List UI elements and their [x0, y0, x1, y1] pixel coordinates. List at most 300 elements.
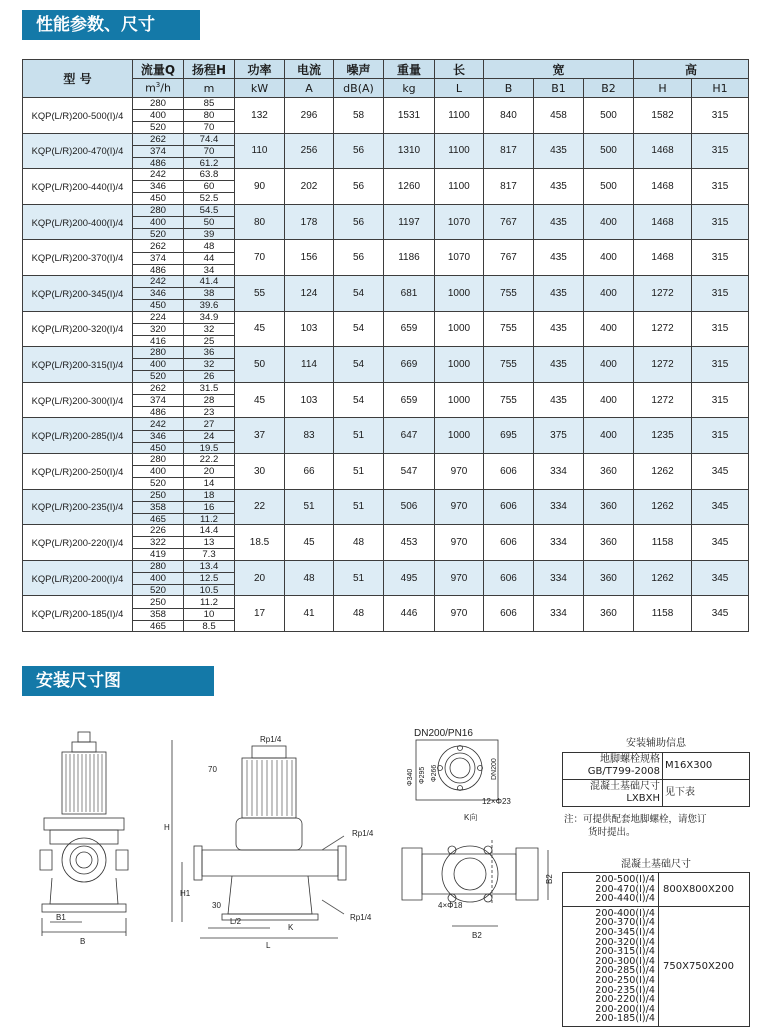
- head-value: 23: [203, 407, 215, 419]
- head-value: 38: [184, 288, 234, 300]
- header-model: 型 号: [23, 60, 133, 98]
- width-b2-cell: 400: [584, 311, 634, 347]
- length-cell: 1100: [435, 98, 484, 134]
- height-h-cell: 1235: [634, 418, 692, 454]
- dim-rp-mid: Rp1/4: [352, 829, 374, 838]
- head-value: 70: [203, 122, 215, 134]
- foundation-model: 200-285(I)/4: [595, 965, 655, 977]
- header-weight: 重量: [384, 60, 435, 79]
- noise-cell: 51: [334, 453, 384, 489]
- power-cell: 90: [235, 169, 285, 205]
- width-b1-cell: 435: [534, 382, 584, 418]
- width-b1-cell: 334: [534, 453, 584, 489]
- width-b1-cell: 375: [534, 418, 584, 454]
- model-cell: KQP(L/R)200-400(I)/4: [23, 204, 133, 240]
- dim-l-half: L/2: [230, 917, 242, 926]
- head-value: 60: [184, 181, 234, 193]
- model-cell: KQP(L/R)200-300(I)/4: [23, 382, 133, 418]
- dim-k: K: [288, 923, 294, 932]
- flow-value: 280: [133, 98, 183, 110]
- head-value: 13.4: [184, 561, 234, 573]
- width-b-cell: 755: [484, 275, 534, 311]
- head-value: 70: [184, 146, 234, 158]
- flow-cell: [133, 382, 184, 418]
- length-cell: 1100: [435, 169, 484, 205]
- height-h1-cell: 345: [692, 489, 749, 525]
- head-value: 7.3: [202, 549, 216, 561]
- header-head: 扬程H: [184, 60, 235, 79]
- flow-cell: [133, 596, 184, 632]
- power-cell: 45: [235, 311, 285, 347]
- dim-rp-top: Rp1/4: [260, 735, 282, 744]
- flow-value: 400: [133, 359, 183, 371]
- length-cell: 970: [435, 453, 484, 489]
- bolt-table: [562, 752, 750, 807]
- side-view-drawing: [172, 740, 346, 938]
- noise-cell: 54: [334, 275, 384, 311]
- height-h1-cell: 315: [692, 133, 749, 169]
- flow-value: 346: [133, 431, 183, 443]
- length-cell: 1000: [435, 311, 484, 347]
- height-h1-cell: 345: [692, 453, 749, 489]
- width-b1-cell: 435: [534, 133, 584, 169]
- height-h-cell: 1468: [634, 133, 692, 169]
- noise-cell: 51: [334, 418, 384, 454]
- dim-30: 30: [212, 901, 221, 910]
- width-b1-cell: 435: [534, 347, 584, 383]
- info-title: 安装辅助信息: [626, 738, 686, 749]
- model-cell: KQP(L/R)200-320(I)/4: [23, 311, 133, 347]
- height-h1-cell: 345: [692, 596, 749, 632]
- flow-value: 358: [133, 502, 183, 514]
- head-value: 11.2: [184, 597, 234, 609]
- width-b2-cell: 360: [584, 525, 634, 561]
- head-value: 16: [184, 502, 234, 514]
- head-cell: [184, 311, 235, 347]
- concrete-size-label: 混凝土基础尺寸 LXBXH: [563, 780, 663, 807]
- head-value: 63.8: [184, 169, 234, 181]
- installation-drawings: [22, 700, 562, 960]
- flow-value: 322: [133, 537, 183, 549]
- power-cell: 80: [235, 204, 285, 240]
- head-cell: [184, 347, 235, 383]
- flow-value: 242: [133, 419, 183, 431]
- unit-h1: H1: [692, 79, 749, 98]
- model-cell: KQP(L/R)200-220(I)/4: [23, 525, 133, 561]
- dim-l: L: [266, 941, 271, 950]
- flow-value: 465: [149, 513, 166, 525]
- width-b1-cell: 435: [534, 311, 584, 347]
- noise-cell: 56: [334, 133, 384, 169]
- front-view-drawing: [40, 732, 128, 936]
- width-b-cell: 767: [484, 240, 534, 276]
- foundation-model: 200-500(I)/4: [595, 874, 655, 885]
- header-power: 功率: [235, 60, 285, 79]
- foundation-model: 200-470(I)/4: [595, 883, 655, 895]
- flow-value: 374: [133, 253, 183, 265]
- height-h-cell: 1272: [634, 311, 692, 347]
- head-value: 52.5: [199, 193, 219, 205]
- flow-value: 280: [133, 561, 183, 573]
- power-cell: 17: [235, 596, 285, 632]
- foundation-group2-models: [563, 906, 659, 1026]
- width-b2-cell: 500: [584, 169, 634, 205]
- model-cell: KQP(L/R)200-285(I)/4: [23, 418, 133, 454]
- height-h1-cell: 345: [692, 525, 749, 561]
- current-cell: 51: [285, 489, 334, 525]
- width-b2-cell: 400: [584, 382, 634, 418]
- noise-cell: 54: [334, 382, 384, 418]
- weight-cell: 659: [384, 311, 435, 347]
- width-b-cell: 755: [484, 382, 534, 418]
- current-cell: 66: [285, 453, 334, 489]
- flow-value: 450: [149, 193, 166, 205]
- model-cell: KQP(L/R)200-370(I)/4: [23, 240, 133, 276]
- flow-value: 262: [133, 134, 183, 146]
- head-value: 41.4: [184, 276, 234, 288]
- length-cell: 1000: [435, 418, 484, 454]
- head-value: 36: [184, 347, 234, 359]
- flow-value: 400: [133, 466, 183, 478]
- weight-cell: 1310: [384, 133, 435, 169]
- table-row: [23, 560, 749, 596]
- foundation-title: 混凝土基础尺寸: [621, 859, 691, 870]
- bolt-spec-value: M16X300: [663, 753, 750, 780]
- width-b2-cell: 400: [584, 204, 634, 240]
- performance-table: [22, 59, 749, 632]
- weight-cell: 506: [384, 489, 435, 525]
- head-cell: [184, 560, 235, 596]
- foundation-model: 200-370(I)/4: [595, 917, 655, 929]
- head-value: 80: [184, 110, 234, 122]
- height-h1-cell: 315: [692, 382, 749, 418]
- length-cell: 1070: [435, 240, 484, 276]
- width-b2-cell: 400: [584, 275, 634, 311]
- head-cell: [184, 133, 235, 169]
- width-b1-cell: 435: [534, 275, 584, 311]
- model-cell: KQP(L/R)200-345(I)/4: [23, 275, 133, 311]
- flow-value: 520: [149, 585, 166, 597]
- length-cell: 1000: [435, 382, 484, 418]
- height-h-cell: 1158: [634, 596, 692, 632]
- weight-cell: 681: [384, 275, 435, 311]
- height-h1-cell: 315: [692, 240, 749, 276]
- unit-flow: $m^3/h$: [133, 79, 184, 98]
- unit-b1: B1: [534, 79, 584, 98]
- model-cell: KQP(L/R)200-185(I)/4: [23, 596, 133, 632]
- head-cell: [184, 382, 235, 418]
- height-h1-cell: 315: [692, 347, 749, 383]
- head-value: 22.2: [184, 454, 234, 466]
- current-cell: 156: [285, 240, 334, 276]
- head-value: 50: [184, 217, 234, 229]
- flow-value: 416: [149, 335, 166, 347]
- section-title-installation: 安装尺寸图: [22, 666, 214, 696]
- current-cell: 83: [285, 418, 334, 454]
- flow-cell: [133, 489, 184, 525]
- length-cell: 1000: [435, 347, 484, 383]
- flow-value: 520: [149, 478, 166, 490]
- head-value: 39.6: [199, 300, 219, 312]
- dim-b1: B1: [56, 913, 66, 922]
- power-cell: 30: [235, 453, 285, 489]
- foundation-group1-models: [563, 873, 659, 907]
- flow-value: 280: [133, 347, 183, 359]
- width-b-cell: 840: [484, 98, 534, 134]
- flow-cell: [133, 98, 184, 134]
- table-row: [23, 382, 749, 418]
- flow-value: 520: [149, 371, 166, 383]
- weight-cell: 647: [384, 418, 435, 454]
- height-h-cell: 1272: [634, 347, 692, 383]
- head-value: 8.5: [202, 620, 216, 632]
- table-row: [23, 311, 749, 347]
- head-value: 18: [184, 490, 234, 502]
- dim-70: 70: [208, 765, 217, 774]
- weight-cell: 453: [384, 525, 435, 561]
- table-row: [23, 240, 749, 276]
- height-h-cell: 1272: [634, 382, 692, 418]
- current-cell: 296: [285, 98, 334, 134]
- width-b-cell: 606: [484, 596, 534, 632]
- height-h-cell: 1582: [634, 98, 692, 134]
- foundation-model: 200-440(I)/4: [595, 893, 655, 905]
- unit-b2: B2: [584, 79, 634, 98]
- head-cell: [184, 596, 235, 632]
- height-h1-cell: 315: [692, 418, 749, 454]
- foundation-group1-size: 800X800X200: [659, 873, 750, 907]
- power-cell: 18.5: [235, 525, 285, 561]
- head-value: 13: [184, 537, 234, 549]
- dim-4-holes: 4×Φ18: [438, 901, 463, 910]
- flow-cell: [133, 204, 184, 240]
- height-h-cell: 1468: [634, 169, 692, 205]
- head-value: 74.4: [184, 134, 234, 146]
- head-cell: [184, 453, 235, 489]
- flow-value: 374: [133, 395, 183, 407]
- flow-value: 486: [149, 407, 166, 419]
- flow-value: 419: [149, 549, 166, 561]
- head-value: 28: [184, 395, 234, 407]
- width-b1-cell: 334: [534, 596, 584, 632]
- power-cell: 45: [235, 382, 285, 418]
- dim-phi295: Φ295: [419, 766, 426, 784]
- width-b-cell: 695: [484, 418, 534, 454]
- height-h-cell: 1272: [634, 275, 692, 311]
- info-note: 注：可提供配套地脚螺栓，请您订 货时提出。: [564, 814, 707, 838]
- head-cell: [184, 204, 235, 240]
- head-value: 61.2: [199, 157, 219, 169]
- height-h-cell: 1262: [634, 453, 692, 489]
- height-h-cell: 1468: [634, 204, 692, 240]
- head-value: 24: [184, 431, 234, 443]
- unit-power: kW: [235, 79, 285, 98]
- head-value: 32: [184, 324, 234, 336]
- foundation-model: 200-320(I)/4: [595, 936, 655, 948]
- model-cell: KQP(L/R)200-500(I)/4: [23, 98, 133, 134]
- noise-cell: 56: [334, 204, 384, 240]
- head-value: 34.9: [184, 312, 234, 324]
- noise-cell: 54: [334, 347, 384, 383]
- width-b1-cell: 435: [534, 204, 584, 240]
- flow-cell: [133, 275, 184, 311]
- table-row: [23, 418, 749, 454]
- head-cell: [184, 489, 235, 525]
- head-value: 14: [203, 478, 215, 490]
- table-row: [23, 133, 749, 169]
- flow-value: 262: [133, 383, 183, 395]
- dim-b2-side: B2: [545, 874, 554, 884]
- dim-phi340: Φ340: [407, 768, 414, 786]
- plan-view-drawing: [402, 840, 548, 926]
- dim-rp-bot: Rp1/4: [350, 913, 372, 922]
- power-cell: 22: [235, 489, 285, 525]
- flow-cell: [133, 525, 184, 561]
- width-b-cell: 767: [484, 204, 534, 240]
- foundation-table: [562, 872, 750, 1027]
- flow-cell: [133, 169, 184, 205]
- head-cell: [184, 418, 235, 454]
- head-cell: [184, 98, 235, 134]
- height-h1-cell: 345: [692, 560, 749, 596]
- length-cell: 970: [435, 489, 484, 525]
- height-h-cell: 1158: [634, 525, 692, 561]
- header-current: 电流: [285, 60, 334, 79]
- foundation-model: 200-345(I)/4: [595, 926, 655, 938]
- table-row: [23, 453, 749, 489]
- noise-cell: 48: [334, 525, 384, 561]
- flow-value: 280: [133, 454, 183, 466]
- length-cell: 1000: [435, 275, 484, 311]
- weight-cell: 659: [384, 382, 435, 418]
- dim-dn200: DN200: [491, 758, 498, 780]
- head-value: 14.4: [184, 525, 234, 537]
- dim-b2-bottom: B2: [472, 931, 482, 940]
- unit-weight: kg: [384, 79, 435, 98]
- flow-value: 486: [149, 157, 166, 169]
- flange-view-drawing: [416, 740, 498, 800]
- flow-cell: [133, 560, 184, 596]
- current-cell: 114: [285, 347, 334, 383]
- current-cell: 48: [285, 560, 334, 596]
- flow-value: 242: [133, 169, 183, 181]
- flow-value: 250: [133, 490, 183, 502]
- table-row: [23, 525, 749, 561]
- dim-phi266: Φ266: [431, 764, 438, 782]
- current-cell: 103: [285, 311, 334, 347]
- head-value: 39: [203, 229, 215, 241]
- noise-cell: 51: [334, 489, 384, 525]
- unit-b: B: [484, 79, 534, 98]
- head-value: 10: [184, 609, 234, 621]
- noise-cell: 56: [334, 169, 384, 205]
- head-value: 54.5: [184, 205, 234, 217]
- dim-h: H: [164, 823, 170, 832]
- foundation-model: 200-235(I)/4: [595, 984, 655, 996]
- current-cell: 41: [285, 596, 334, 632]
- table-row: [23, 204, 749, 240]
- length-cell: 970: [435, 525, 484, 561]
- flow-value: 486: [149, 264, 166, 276]
- installation-info-panel: [562, 734, 750, 1027]
- length-cell: 1070: [435, 204, 484, 240]
- bolt-spec-label: 地脚螺栓规格 GB/T799-2008: [563, 753, 663, 780]
- header-width: 宽: [484, 60, 634, 79]
- head-value: 11.2: [200, 513, 218, 525]
- flow-value: 346: [133, 288, 183, 300]
- head-value: 32: [184, 359, 234, 371]
- width-b1-cell: 458: [534, 98, 584, 134]
- flow-value: 450: [149, 300, 166, 312]
- current-cell: 202: [285, 169, 334, 205]
- concrete-size-value: 见下表: [663, 780, 750, 807]
- head-cell: [184, 275, 235, 311]
- length-cell: 970: [435, 596, 484, 632]
- flow-value: 400: [133, 217, 183, 229]
- width-b2-cell: 360: [584, 489, 634, 525]
- flow-cell: [133, 418, 184, 454]
- width-b-cell: 606: [484, 525, 534, 561]
- width-b-cell: 606: [484, 453, 534, 489]
- current-cell: 124: [285, 275, 334, 311]
- flow-value: 358: [133, 609, 183, 621]
- flow-value: 520: [149, 229, 166, 241]
- current-cell: 256: [285, 133, 334, 169]
- unit-current: A: [285, 79, 334, 98]
- model-cell: KQP(L/R)200-200(I)/4: [23, 560, 133, 596]
- length-cell: 970: [435, 560, 484, 596]
- header-height: 高: [634, 60, 749, 79]
- flow-value: 280: [133, 205, 183, 217]
- flow-value: 374: [133, 146, 183, 158]
- foundation-model: 200-400(I)/4: [595, 907, 655, 919]
- head-cell: [184, 169, 235, 205]
- width-b-cell: 755: [484, 347, 534, 383]
- flow-value: 320: [133, 324, 183, 336]
- width-b1-cell: 334: [534, 489, 584, 525]
- flow-cell: [133, 133, 184, 169]
- width-b2-cell: 360: [584, 453, 634, 489]
- model-cell: KQP(L/R)200-315(I)/4: [23, 347, 133, 383]
- flow-cell: [133, 240, 184, 276]
- unit-head: m: [184, 79, 235, 98]
- width-b1-cell: 435: [534, 240, 584, 276]
- height-h1-cell: 315: [692, 169, 749, 205]
- weight-cell: 1260: [384, 169, 435, 205]
- width-b-cell: 606: [484, 560, 534, 596]
- width-b-cell: 817: [484, 133, 534, 169]
- flow-value: 400: [133, 573, 183, 585]
- table-row: [23, 275, 749, 311]
- flow-value: 520: [149, 122, 166, 134]
- power-cell: 20: [235, 560, 285, 596]
- noise-cell: 54: [334, 311, 384, 347]
- unit-length: L: [435, 79, 484, 98]
- table-row: [23, 347, 749, 383]
- height-h1-cell: 315: [692, 204, 749, 240]
- flange-dn-label: DN200/PN16: [414, 728, 473, 739]
- flow-value: 262: [133, 241, 183, 253]
- noise-cell: 58: [334, 98, 384, 134]
- model-cell: KQP(L/R)200-470(I)/4: [23, 133, 133, 169]
- head-value: 27: [184, 419, 234, 431]
- width-b2-cell: 500: [584, 133, 634, 169]
- flow-value: 400: [133, 110, 183, 122]
- noise-cell: 56: [334, 240, 384, 276]
- width-b2-cell: 500: [584, 98, 634, 134]
- width-b2-cell: 400: [584, 418, 634, 454]
- foundation-model: 200-300(I)/4: [595, 955, 655, 967]
